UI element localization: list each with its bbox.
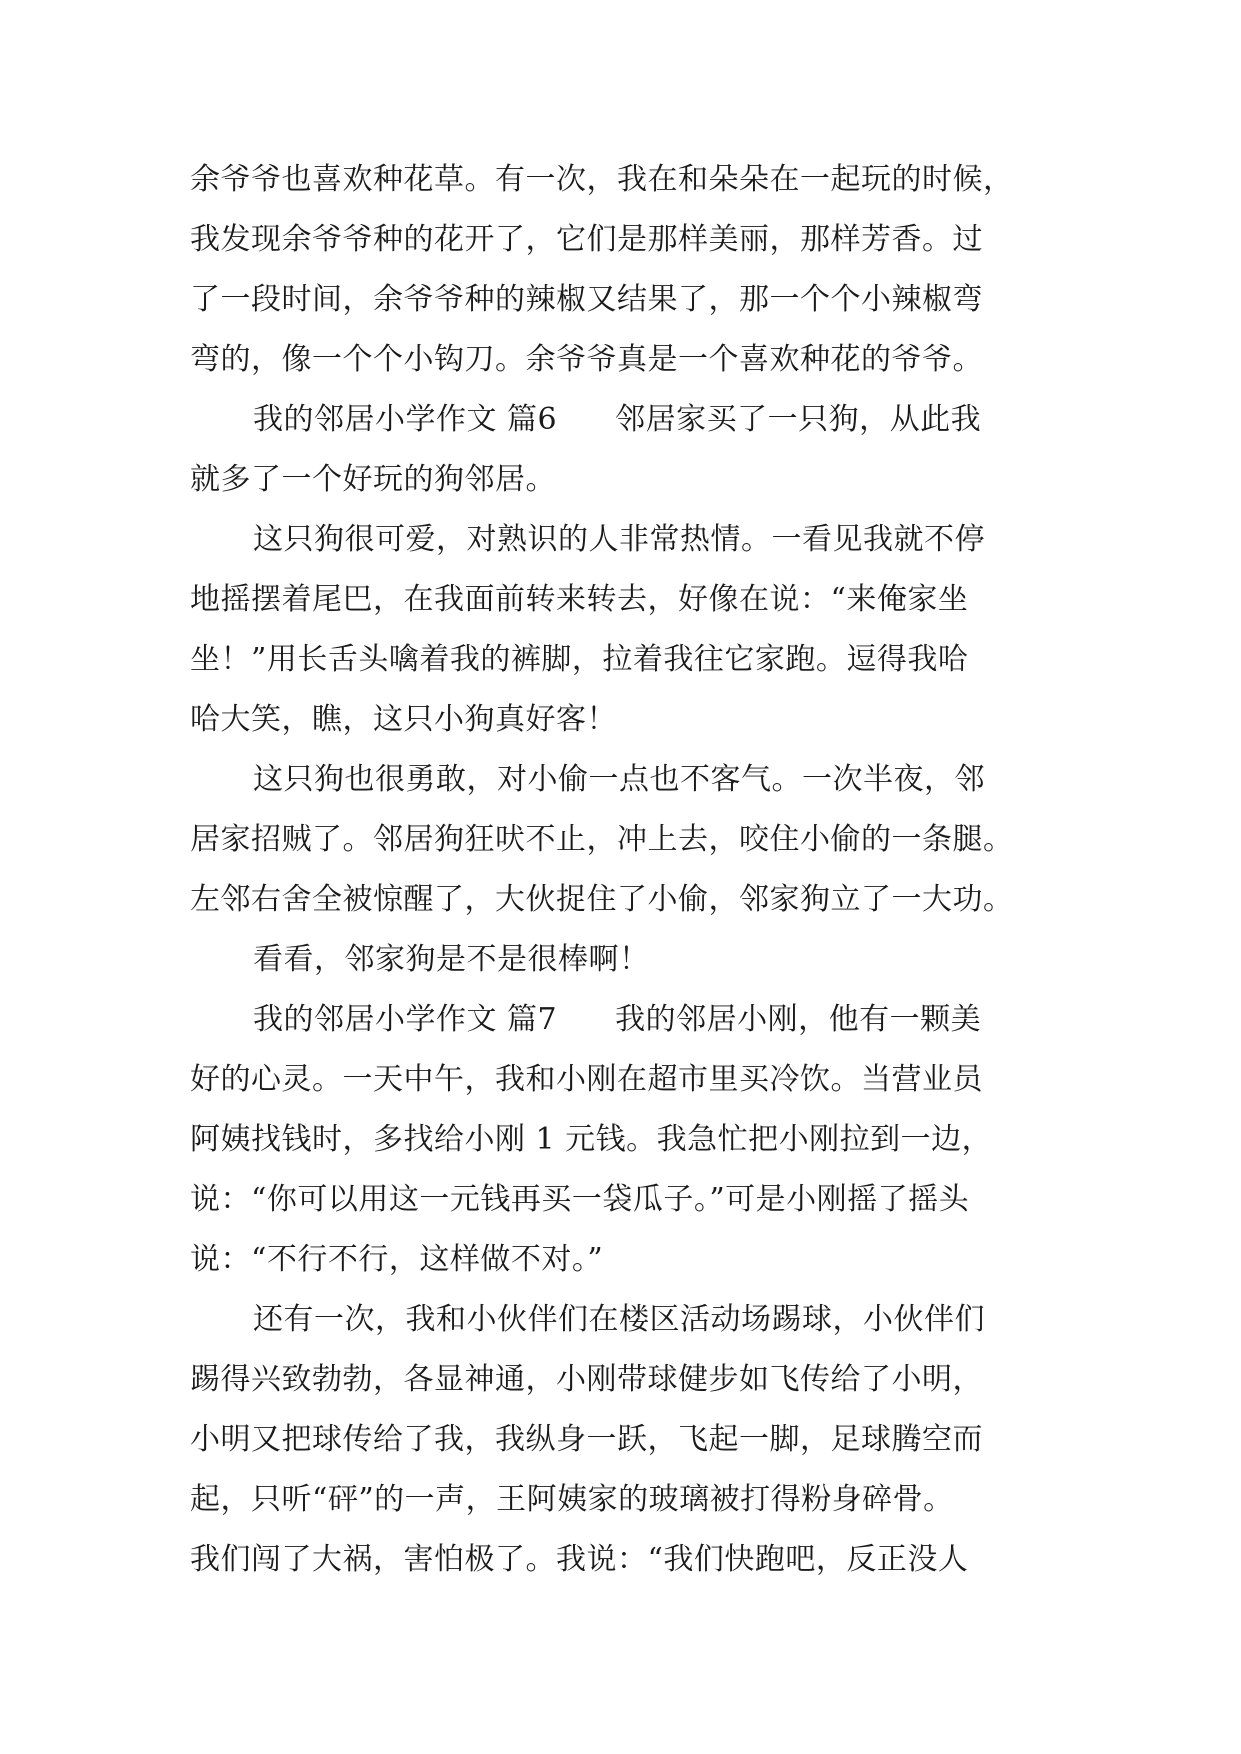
text-line: 余爷爷也喜欢种花草。有一次，我在和朵朵在一起玩的时候， — [190, 162, 1014, 197]
text-line: 我们闯了大祸，害怕极了。我说：“我们快跑吧，反正没人 — [190, 1542, 969, 1577]
text-line: 这只狗很可爱，对熟识的人非常热情。一看见我就不停 — [253, 522, 985, 557]
text-line: 说：“你可以用这一元钱再买一袋瓜子。”可是小刚摇了摇头 — [190, 1182, 970, 1217]
text-line: 坐！”用长舌头噙着我的裤脚，拉着我往它家跑。逗得我哈 — [190, 642, 969, 677]
text-line: 起，只听“砰”的一声，王阿姨家的玻璃被打得粉身碎骨。 — [190, 1482, 954, 1517]
text-line: 踢得兴致勃勃，各显神通，小刚带球健步如飞传给了小明， — [190, 1362, 983, 1397]
text-line: 我发现余爷爷种的花开了，它们是那样美丽，那样芳香。过 — [190, 222, 983, 257]
text-line: 了一段时间，余爷爷种的辣椒又结果了，那一个个小辣椒弯 — [190, 282, 983, 317]
text-line: 说：“不行不行，这样做不对。” — [190, 1242, 604, 1277]
section-heading: 我的邻居小学作文 篇6 — [253, 402, 558, 437]
text-line: 阿姨找钱时，多找给小刚 1 元钱。我急忙把小刚拉到一边， — [190, 1122, 993, 1157]
section-heading: 我的邻居小学作文 篇7 — [253, 1002, 558, 1037]
text-line: 还有一次，我和小伙伴们在楼区活动场踢球，小伙伴们 — [253, 1302, 985, 1337]
text-line: 地摇摆着尾巴，在我面前转来转去，好像在说：“来俺家坐 — [190, 582, 969, 617]
text-line-continuation: 我的邻居小刚，他有一颗美 — [615, 1002, 982, 1037]
text-line: 哈大笑，瞧，这只小狗真好客！ — [190, 702, 617, 737]
section-heading-line — [253, 990, 981, 1050]
text-line: 就多了一个好玩的狗邻居。 — [190, 462, 556, 497]
text-line: 看看，邻家狗是不是很棒啊！ — [253, 942, 650, 977]
text-line: 左邻右舍全被惊醒了，大伙捉住了小偷，邻家狗立了一大功。 — [190, 882, 1014, 917]
text-line-continuation: 邻居家买了一只狗，从此我 — [615, 402, 982, 437]
text-line: 这只狗也很勇敢，对小偷一点也不客气。一次半夜，邻 — [253, 762, 985, 797]
section-heading-line — [253, 390, 981, 450]
text-line: 弯的，像一个个小钩刀。余爷爷真是一个喜欢种花的爷爷。 — [190, 342, 983, 377]
text-line: 好的心灵。一天中午，我和小刚在超市里买冷饮。当营业员 — [190, 1062, 983, 1097]
text-line: 小明又把球传给了我，我纵身一跃，飞起一脚，足球腾空而 — [190, 1422, 983, 1457]
text-line: 居家招贼了。邻居狗狂吠不止，冲上去，咬住小偷的一条腿。 — [190, 822, 1014, 857]
